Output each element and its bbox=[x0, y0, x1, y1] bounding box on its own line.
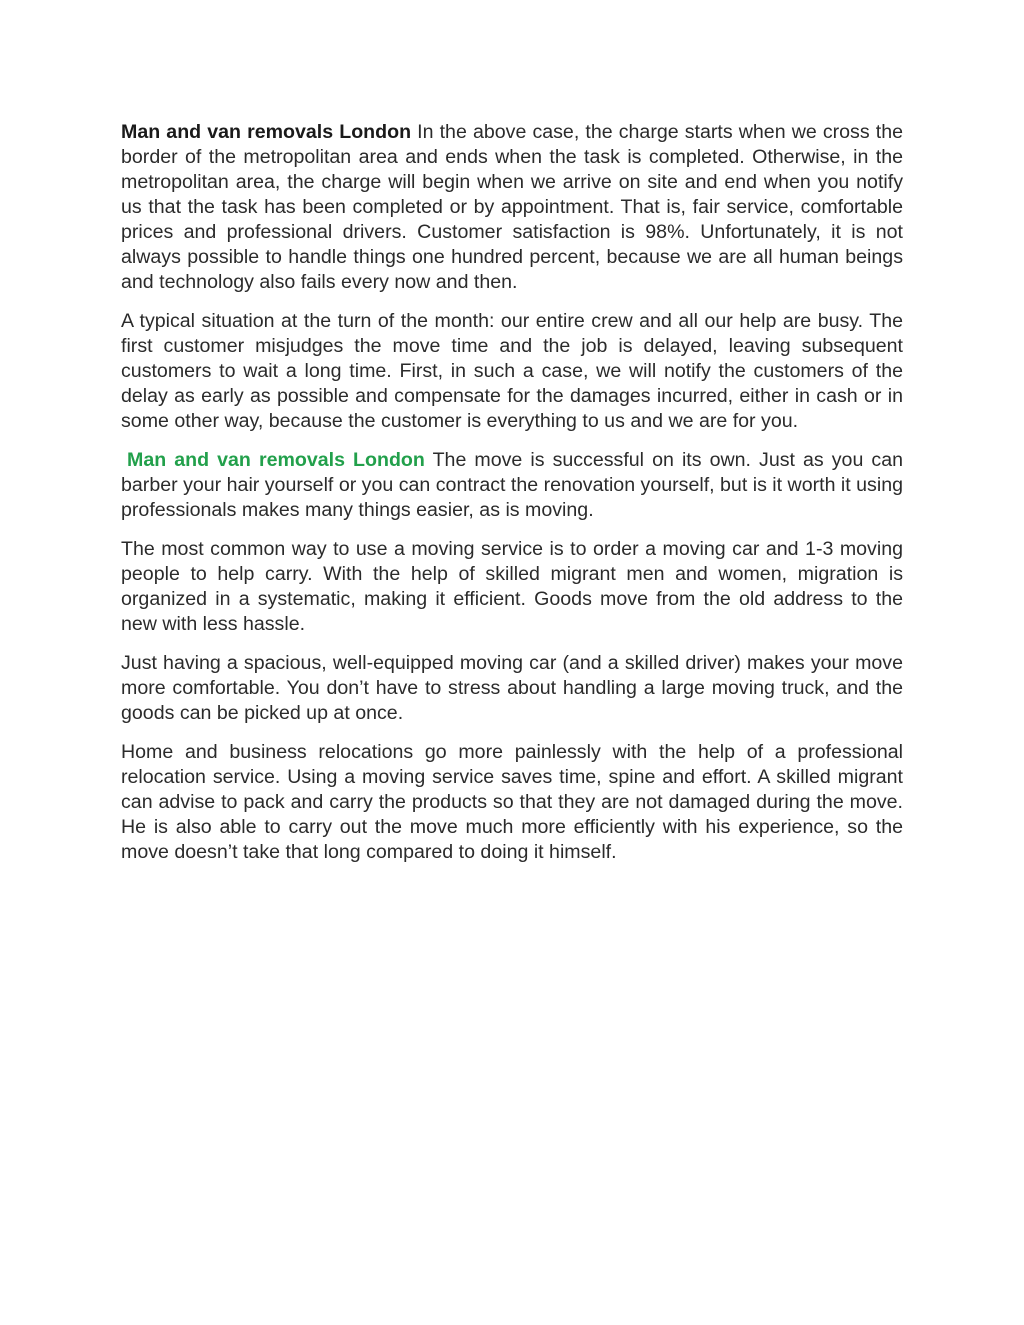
paragraph-6-text: Home and business relocations go more painlessly with the help of a professional relocation service. Using a moving service saves time, spine and effort. A skilled migrant can advise to pack and carry the products so that they are not damaged during the move. He is also able to carry out the move much more efficiently with his experience, so the move doesn’t take that long compared to doing it himself. bbox=[121, 741, 903, 863]
paragraph-6 bbox=[121, 740, 903, 865]
paragraph-5 bbox=[121, 651, 903, 726]
paragraph-1 bbox=[121, 120, 903, 295]
paragraph-3 bbox=[121, 448, 903, 523]
paragraph-3-text: The move is successful on its own. Just as you can barber your hair yourself or you can contract the renovation yourself, but is it worth it using professionals makes many things easier, as is moving. bbox=[121, 449, 904, 521]
document-page bbox=[121, 120, 903, 879]
paragraph-2-text: A typical situation at the turn of the month: our entire crew and all our help are busy. The first customer misjudges the move time and the job is delayed, leaving subsequent customers to wait a long time. First, in such a case, we will notify the customers of the delay as early as possible and compensate for the damages incurred, either in cash or in some other way, because the customer is everything to us and we are for you. bbox=[121, 310, 903, 432]
paragraph-1-heading: Man and van removals London bbox=[121, 121, 412, 143]
paragraph-5-text: Just having a spacious, well-equipped moving car (and a skilled driver) makes your move more comfortable. You don’t have to stress about handling a large moving truck, and the goods can be picked up at once. bbox=[121, 652, 903, 724]
paragraph-4 bbox=[121, 537, 903, 637]
paragraph-1-text: In the above case, the charge starts when we cross the border of the metropolitan area and ends when the task is completed. Otherwise, in the metropolitan area, the charge will begin when we arrive on site and end when you notify us that the task has been completed or by appointment. That is, fair service, comfortable prices and professional drivers. Customer satisfaction is 98%. Unfortunately, it is not always possible to handle things one hundred percent, because we are all human beings and technology also fails every now and then. bbox=[121, 121, 903, 293]
paragraph-4-text: The most common way to use a moving service is to order a moving car and 1-3 moving people to help carry. With the help of skilled migrant men and women, migration is organized in a systematic, making it efficient. Goods move from the old address to the new with less hassle. bbox=[121, 538, 903, 635]
paragraph-3-heading-link[interactable]: Man and van removals London bbox=[127, 449, 425, 471]
paragraph-2 bbox=[121, 309, 903, 434]
